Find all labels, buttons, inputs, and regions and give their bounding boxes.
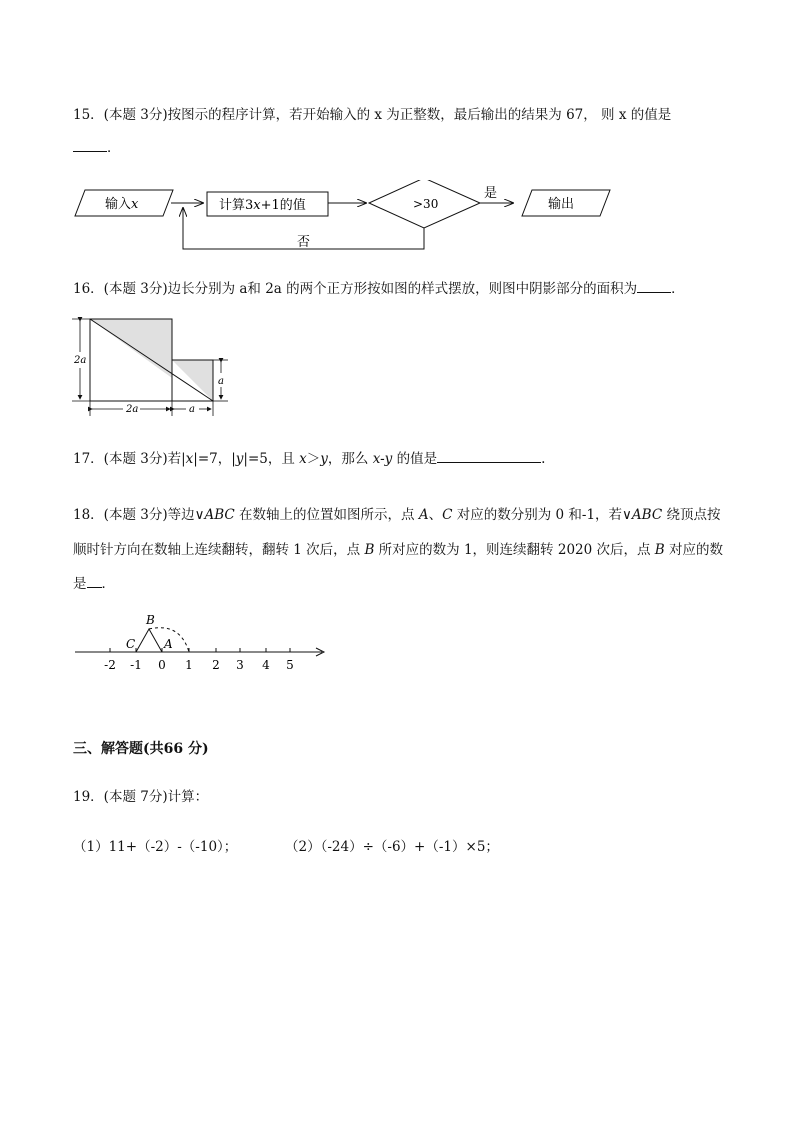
flow-output-text: 输出 (548, 197, 575, 212)
point-b-label: B (146, 613, 155, 627)
q15-blank (73, 138, 107, 152)
q17-text: 17．(本题 3分)若|x|=7，|y|=5，且 x＞y，那么 x-y 的值是 . (73, 451, 546, 467)
axis-tick-label: 2 (212, 658, 220, 672)
label-left-2a: 2a (74, 355, 87, 366)
q16-blank (637, 279, 671, 293)
q19-text: 19．(本题 7分)计算： (73, 789, 209, 805)
q18-line1: 18．(本题 3分)等边∨ABC 在数轴上的位置如图所示，点 A、C 对应的数分别为 0 和-1，若∨ABC 绕顶点按 (73, 507, 721, 523)
flow-input-text: 输入x (105, 197, 139, 212)
q17-blank (437, 449, 541, 463)
q16-text: 16．(本题 3分)边长分别为 a和 2a 的两个正方形按如图的样式摆放，则图中阴影部分的面积为 ． (73, 281, 685, 297)
label-right-a: a (218, 376, 224, 387)
axis-tick-label: 1 (185, 658, 193, 672)
label-bottom-2a: 2a (126, 404, 139, 415)
point-a-label: A (164, 637, 173, 651)
flow-yes-label: 是 (484, 186, 498, 201)
q19-part2: （2）（-24）÷（-6）+（-1）×5； (285, 839, 499, 855)
shaded-region-right (172, 360, 213, 401)
axis-tick-label: 0 (158, 658, 166, 672)
q18-number-line (70, 610, 330, 675)
axis-tick-label: 3 (236, 658, 244, 672)
q18-line2: 顺时针方向在数轴上连续翻转，翻转 1 次后，点 B 所对应的数为 1，则连续翻转 2020 次后，点 B 对应的数 (73, 542, 724, 558)
q15-end: ． (107, 140, 121, 156)
axis-tick-label: -1 (130, 658, 142, 672)
triangle-abc (136, 629, 162, 652)
q16-figure (70, 312, 240, 420)
q15-line1: 15．(本题 3分)按图示的程序计算，若开始输入的 x 为正整数，最后输出的结果为 67， 则 x 的值是 (73, 107, 672, 123)
point-c-label: C (126, 637, 136, 651)
q15-text (73, 103, 671, 123)
q19-part1: （1）11+（-2）-（-10）； (73, 839, 238, 855)
q18-blank (87, 574, 102, 588)
flow-no-label: 否 (297, 235, 311, 250)
axis-tick-label: -2 (104, 658, 116, 672)
q18-line3: 是 ． (73, 576, 115, 592)
q15-answer-line (73, 136, 121, 156)
shaded-region-left (90, 319, 172, 378)
q15-flowchart (70, 180, 620, 255)
section-3-title: 三、解答题(共66 分) (73, 741, 209, 757)
flow-condition-text: >30 (413, 197, 439, 211)
flow-compute-text: 计算3x+1的值 (219, 198, 306, 213)
label-bottom-a: a (189, 404, 195, 415)
axis-tick-label: 5 (286, 658, 294, 672)
axis-tick-label: 4 (262, 658, 270, 672)
